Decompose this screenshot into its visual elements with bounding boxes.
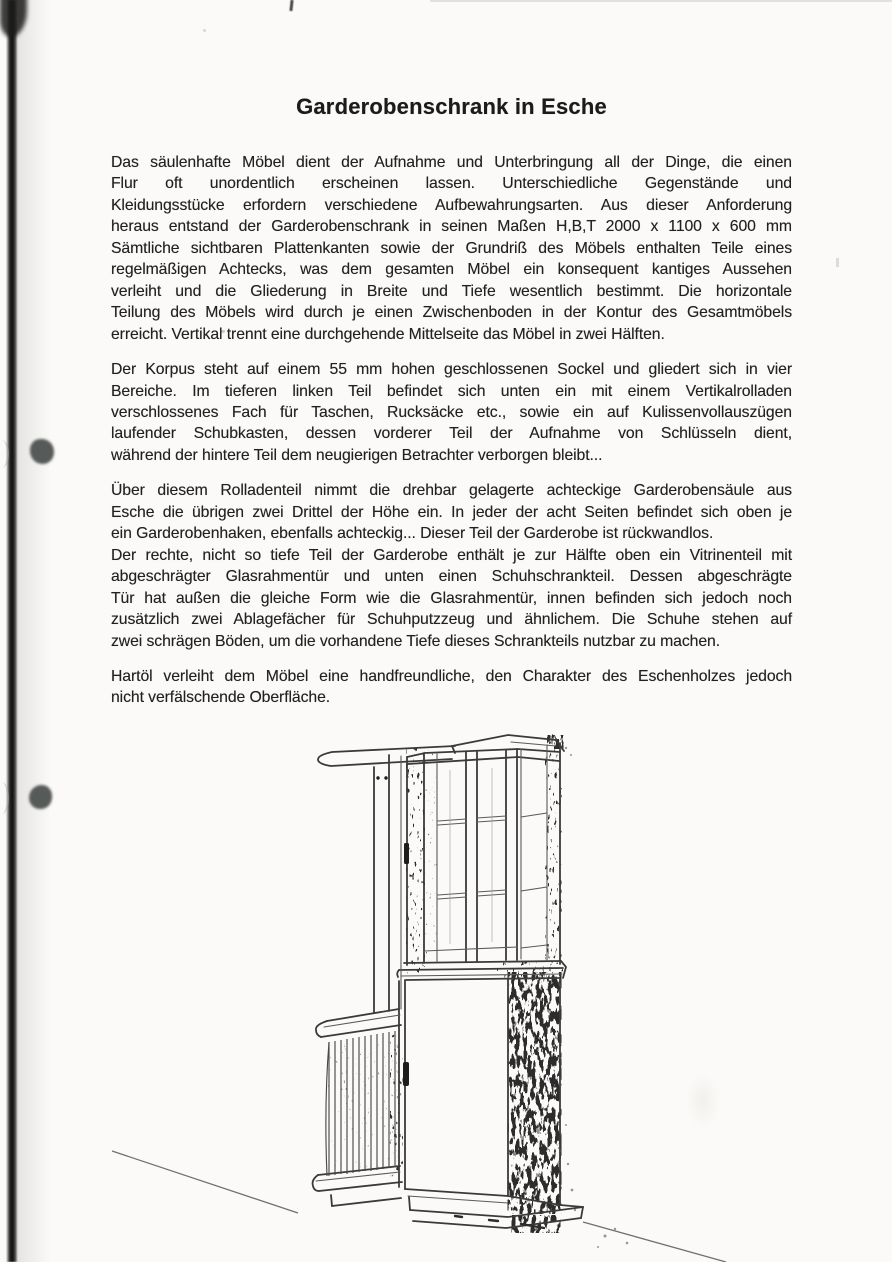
document-title: Garderobenschrank in Esche [296,94,607,119]
glass-interior-lines [450,768,492,944]
paragraph [111,666,792,709]
text-line: nicht verfälschende Oberfläche. [111,689,331,707]
text-line: Tür hat außen die gleiche Form wie die Glasrahmentür, innen befinden sich jedoch noch [111,589,792,607]
body-text [111,152,792,723]
text-line: Kleidungsstücke erfordern verschiedene Aufbewahrungsarten. Aus dieser Anforderung [111,196,792,214]
stray-specks [565,747,629,1248]
text-line: Bereiche. Im tieferen linken Teil befindet sich unten ein mit einem Vertikalrolladen [111,382,792,400]
floor-lines [112,1151,726,1262]
text-line: abgeschrägter Glasrahmentür und unten einen Schuhschrankteil. Dessen abgeschrägte [111,568,792,586]
text-line: verschlossenes Fach für Taschen, Rucksäcke etc., sowie ein auf Kulissenvollauszügen [111,403,792,421]
text-line: Der rechte, nicht so tiefe Teil der Garderobe enthält je zur Hälfte oben ein Vitrinenteil mit [111,546,792,564]
text-line: zwei schrägen Böden, um die vorhandene Tiefe dieses Schrankteils nutzbar zu machen. [111,632,721,650]
text-line: Das säulenhafte Möbel dient der Aufnahme und Unterbringung all der Dinge, die einen [111,154,792,171]
text-line: zusätzlich zwei Ablagefächer für Schuhputzzeug und ähnlichem. Die Schuhe stehen auf [111,611,792,629]
text-line: Der Korpus steht auf einem 55 mm hohen geschlossenen Sockel und gliedert sich in vier [111,361,792,379]
text-line: Sämtliche sichtbaren Plattenkanten sowie der Grundriß des Möbels enthalten Teile eines [111,239,792,257]
text-line: Hartöl verleiht dem Möbel eine handfreundliche, den Charakter des Eschenholzes jedoch [111,667,792,685]
text-line: heraus entstand der Garderobenschrank in seinen Maßen H,B,T 2000 x 1100 x 600 mm [111,218,792,236]
text-line: Flur oft unordentlich erscheinen lassen. Unterschiedliche Gegenstände und [111,175,792,193]
door-handles [376,776,409,1086]
text-line: verleiht und die Gliederung in Breite und Tiefe wesentlich bestimmt. Die horizontale [111,282,792,300]
paragraph [111,152,792,345]
paragraph [111,480,792,652]
text-line: Über diesem Rolladenteil nimmt die drehbar gelagerte achteckige Garderobensäule aus [111,482,792,500]
text-line: laufender Schubkasten, dessen vorderer Teil der Aufnahme von Schlüsseln dient, [111,425,792,443]
text-line: ein Garderobenhaken, ebenfalls achteckig... Dieser Teil der Garderobe ist rückwandlos. [111,525,714,543]
text-line: Teilung des Möbels wird durch je einen Zwischenboden in der Kontur des Gesamtmöbels [111,304,792,322]
text-line: regelmäßigen Achtecks, was dem gesamten Möbel ein konsequent kantiges Aussehen [111,261,792,279]
text-line: erreicht. Vertikal trennt eine durchgehende Mittelseite das Möbel in zwei Hälften. [111,325,665,343]
paragraph [111,359,792,466]
text-line: während der hintere Teil dem neugierigen Betrachter verborgen bleibt... [111,446,603,464]
text-line: Esche die übrigen zwei Drittel der Höhe ein. In jeder der acht Seiten befindet sich oben je [111,503,792,521]
